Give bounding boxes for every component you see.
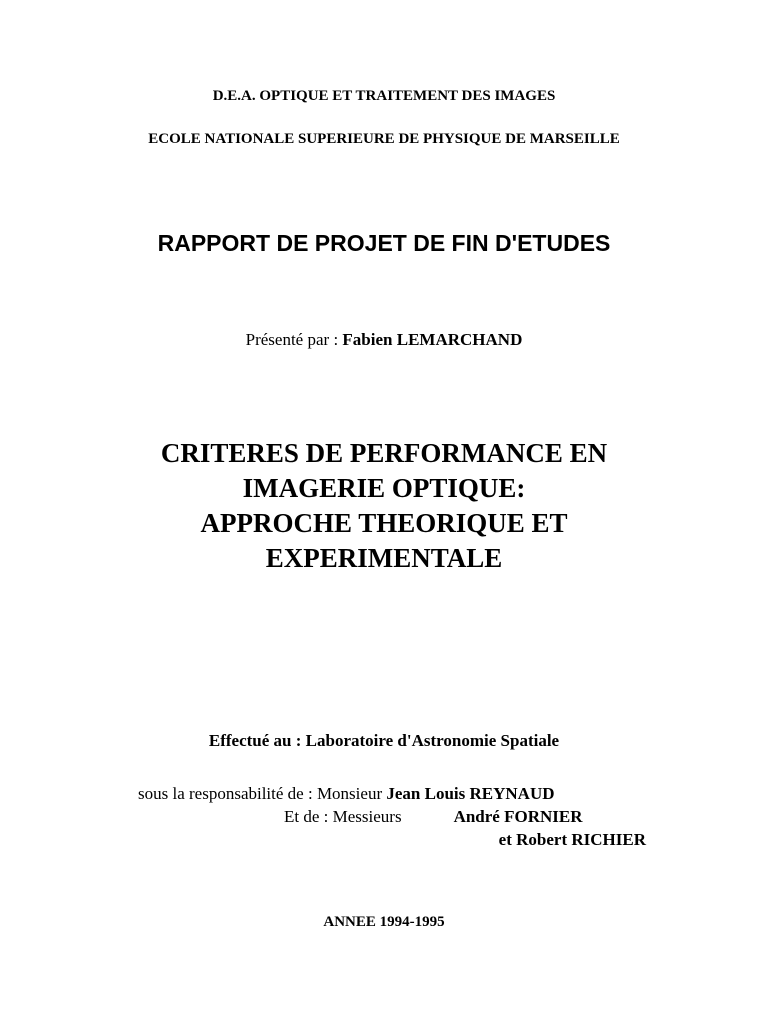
laboratory-name: Laboratoire d'Astronomie Spatiale — [305, 731, 560, 750]
title-line: EXPERIMENTALE — [265, 543, 503, 573]
laboratory-label: Effectué au : — [208, 731, 306, 750]
title-line: IMAGERIE OPTIQUE: — [242, 473, 526, 503]
author-name: Fabien LEMARCHAND — [342, 330, 523, 349]
school-heading: ECOLE NATIONALE SUPERIEURE DE PHYSIQUE DE MARSEILLE — [148, 131, 620, 147]
co-supervisor-line-2 — [499, 830, 646, 850]
co-supervisor-name: André FORNIER — [453, 807, 583, 826]
co-supervisor-label: Et de : Messieurs — [284, 807, 402, 826]
report-title — [0, 436, 768, 576]
report-type-heading: RAPPORT DE PROJET DE FIN D'ETUDES — [157, 230, 611, 256]
co-supervisor-line — [284, 807, 583, 827]
co-supervisor-name-2: Robert RICHIER — [516, 830, 646, 849]
co-supervisor-label-2: et — [498, 830, 517, 849]
academic-year: ANNEE 1994-1995 — [323, 914, 445, 930]
supervisor-line — [138, 784, 555, 804]
supervisor-label: sous la responsabilité de : Monsieur — [138, 784, 387, 803]
supervisor-name: Jean Louis REYNAUD — [386, 784, 555, 803]
presented-by-label: Présenté par : — [245, 330, 343, 349]
laboratory — [0, 731, 768, 751]
title-line: CRITERES DE PERFORMANCE EN — [160, 438, 608, 468]
title-line: APPROCHE THEORIQUE ET — [200, 508, 568, 538]
presented-by — [0, 330, 768, 350]
program-heading: D.E.A. OPTIQUE ET TRAITEMENT DES IMAGES — [212, 88, 556, 104]
